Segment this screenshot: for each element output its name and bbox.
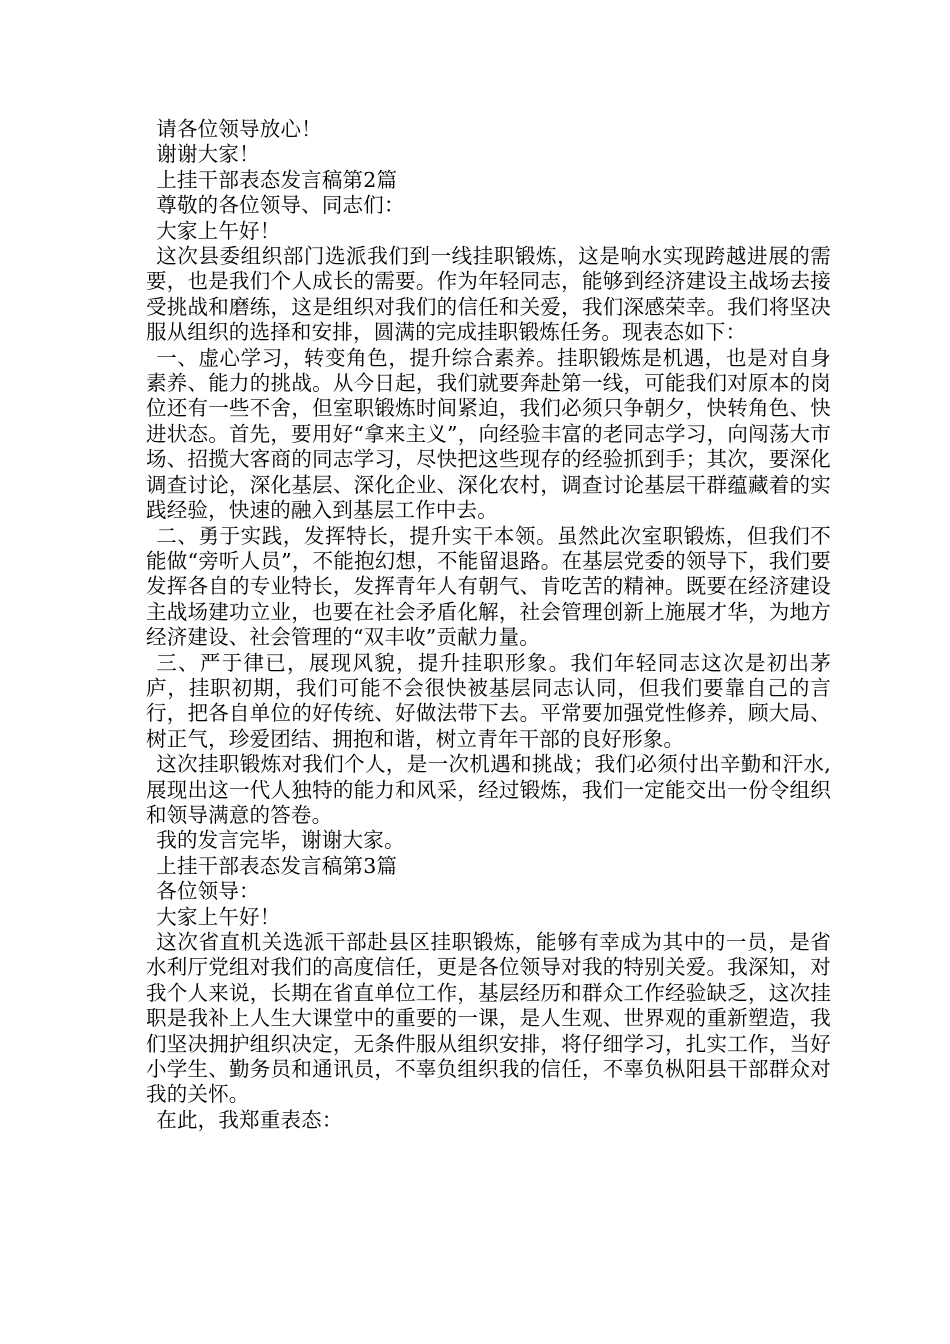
- section-heading-3: 上挂干部表态发言稿第3篇: [156, 853, 398, 878]
- salutation: 尊敬的各位领导、同志们：: [156, 193, 405, 218]
- paragraph-statement-lead: 在此，我郑重表态：: [156, 1107, 343, 1132]
- greeting: 大家上午好！: [156, 904, 281, 929]
- paragraph-point-1: 一、虚心学习，转变角色，提升综合素养。挂职锻炼是机遇，也是对自身素养、能力的挑战。从今日起，我们就要奔赴第一线，可能我们对原本的岗位还有一些不舍，但室职锻炼时间紧迫，我们必须只争朝夕，快转角色、快进状态。首先，要用好“拿来主义”，向经验丰富的老同志学习，向闯荡大市场、招揽大客商的同志学习，尽快把这些现存的经验抓到手；其次，要深化调查讨论，深化基层、深化企业、深化农村，调查讨论基层干群蕴藏着的实践经验，快速的融入到基层工作中去。: [146, 345, 831, 523]
- paragraph-intro: 这次县委组织部门选派我们到一线挂职锻炼，这是响水实现跨越进展的需要，也是我们个人成长的需要。作为年轻同志，能够到经济建设主战场去接受挑战和磨练，这是组织对我们的信任和关爱，我们深感荣幸。我们将坚决服从组织的选择和安排，圆满的完成挂职锻炼任务。现表态如下：: [146, 244, 831, 345]
- paragraph-closing-assurance: 请各位领导放心！: [156, 117, 322, 141]
- paragraph-conclusion: 这次挂职锻炼对我们个人，是一次机遇和挑战；我们必须付出辛勤和汗水,展现出这一代人独特的能力和风采，经过锻炼，我们一定能交出一份令组织和领导满意的答卷。: [146, 752, 831, 827]
- paragraph-point-3: 三、严于律已，展现风貌，提升挂职形象。我们年轻同志这次是初出茅庐，挂职初期，我们可能不会很快被基层同志认同，但我们要靠自己的言行，把各自单位的好传统、好做法带下去。平常要加强党性修养，顾大局、树正气，珍爱团结、拥抱和谐，树立青年干部的良好形象。: [146, 650, 831, 751]
- section-heading-2: 上挂干部表态发言稿第2篇: [156, 167, 398, 192]
- paragraph-point-2: 二、勇于实践，发挥特长，提升实干本领。虽然此次室职锻炼，但我们不能做“旁听人员”，不能抱幻想，不能留退路。在基层党委的领导下，我们要发挥各自的专业特长，发挥青年人有朝气、肯吃苦的精神。既要在经济建设主战场建功立业，也要在社会矛盾化解，社会管理创新上施展才华，为地方经济建设、社会管理的“双丰收”贡献力量。: [146, 523, 831, 650]
- greeting: 大家上午好！: [156, 218, 281, 243]
- document-body: [146, 117, 831, 1133]
- paragraph-end-remark: 我的发言完毕，谢谢大家。: [156, 828, 405, 853]
- paragraph-intro: 这次省直机关选派干部赴县区挂职锻炼，能够有幸成为其中的一员，是省水利厅党组对我们的高度信任，更是各位领导对我的特别关爱。我深知，对我个人来说，长期在省直单位工作，基层经历和群众工作经验缺乏，这次挂职是我补上人生大课堂中的重要的一课，是人生观、世界观的重新塑造，我们坚决拥护组织决定，无条件服从组织安排，将仔细学习，扎实工作，当好小学生、勤务员和通讯员，不辜负组织我的信任，不辜负枞阳县干部群众对我的关怀。: [146, 930, 831, 1107]
- paragraph-thanks: 谢谢大家！: [156, 142, 260, 167]
- salutation: 各位领导：: [156, 879, 260, 904]
